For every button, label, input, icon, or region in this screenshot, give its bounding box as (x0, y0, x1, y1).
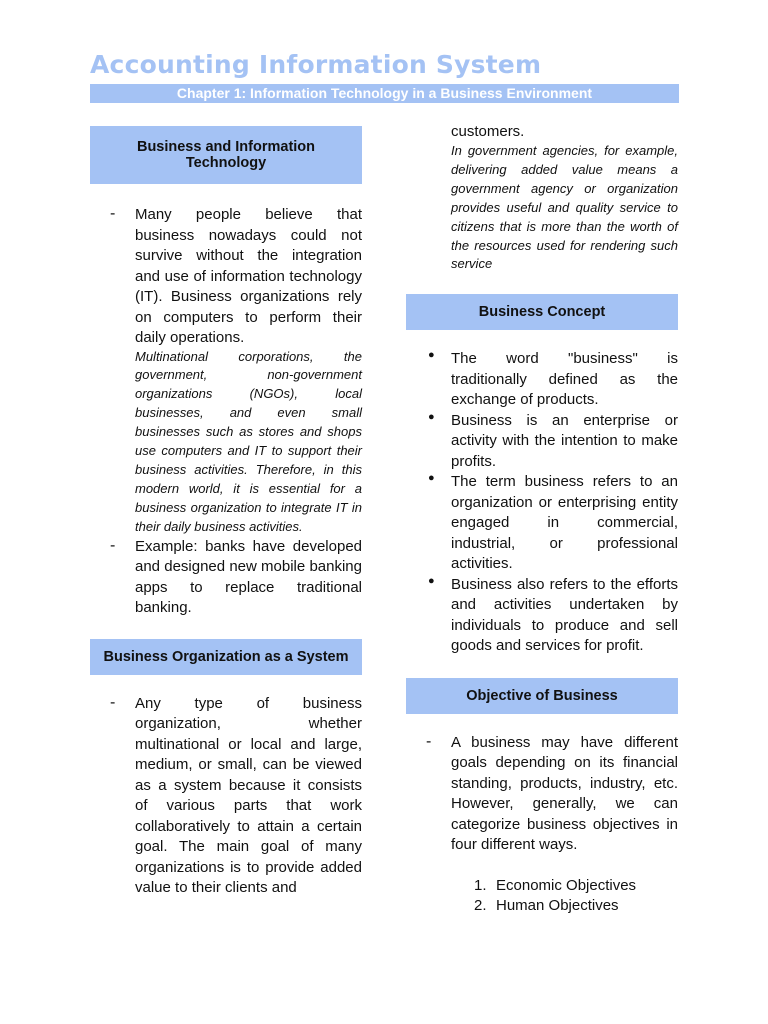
business-organization-list (90, 694, 362, 899)
bullet-item (406, 349, 678, 411)
continuation-italic: In government agencies, for example, delivering added value means a government agency or organization provides useful and quality service to citizens that is more than the worth of the resources used for rendering such service (451, 143, 678, 272)
bullet-item (406, 575, 678, 657)
section-heading-business-concept: Business Concept (406, 294, 678, 330)
chapter-bar: Chapter 1: Information Technology in a Business Environment (90, 84, 679, 103)
paragraph: The term business refers to an organization or enterprising entity engaged in commercial, industrial, or professional activities. (451, 473, 678, 573)
dash-marker: - (110, 536, 116, 554)
paragraph: Many people believe that business nowadays could not survive without the integration and use of information technology (IT). Business organizations rely on computers to perform their daily operations. (135, 206, 362, 346)
business-concept-list (406, 349, 678, 657)
continuation-block (406, 122, 678, 274)
section-heading-business-and-it: Business and Information Technology (90, 126, 362, 184)
section-heading-business-organization: Business Organization as a System (90, 639, 362, 675)
paragraph: Business also refers to the efforts and activities undertaken by individuals to produce and sell goods and services for profit. (451, 575, 678, 655)
bullet-marker: ● (428, 349, 435, 362)
bullet-marker: ● (428, 410, 435, 423)
bullet-item (406, 472, 678, 575)
objective-label: Human Objectives (496, 897, 619, 915)
objective-item (406, 896, 678, 917)
paragraph: A business may have different goals depending on its financial standing, products, industry, etc. However, generally, we can categorize business objectives in four different ways. (451, 733, 678, 854)
dash-marker: - (110, 205, 116, 222)
list-item (406, 733, 678, 856)
paragraph: Any type of business organization, whether multinational or local and large, medium, or small, can be viewed as a system because it consists of various parts that work collaboratively to attain a certain goal. The main goal of many organizations is to provide added value to their clients and (135, 694, 362, 897)
paragraph: The word "business" is traditionally defined as the exchange of products. (451, 350, 678, 409)
bullet-marker: ● (428, 574, 435, 587)
left-column (90, 126, 362, 899)
list-item (90, 694, 362, 899)
continuation-text: customers. (451, 123, 525, 140)
objective-item (406, 876, 678, 897)
number-marker: 1. (474, 876, 487, 894)
objectives-numbered-list (406, 876, 678, 917)
paragraph: Example: banks have developed and designed new mobile banking apps to replace traditional banking. (135, 537, 362, 617)
dash-marker: - (110, 693, 116, 711)
right-column (406, 122, 678, 917)
objective-list (406, 733, 678, 856)
section-heading-objective-of-business: Objective of Business (406, 678, 678, 714)
dash-marker: - (426, 732, 432, 750)
business-it-list (90, 205, 362, 619)
document-title: Accounting Information System (90, 50, 542, 79)
list-item (90, 537, 362, 619)
paragraph: Business is an enterprise or activity with the intention to make profits. (451, 411, 678, 470)
italic-paragraph: Multinational corporations, the government, non-government organizations (NGOs), local businesses, and even small businesses such as stores and shops use computers and IT to support their business activities. Therefore, in this modern world, it is essential for a business organization to integrate IT in their daily business activities. (135, 348, 362, 534)
objective-label: Economic Objectives (496, 876, 637, 894)
bullet-item (406, 411, 678, 473)
bullet-marker: ● (428, 472, 435, 485)
number-marker: 2. (474, 897, 487, 915)
list-item (90, 205, 362, 537)
